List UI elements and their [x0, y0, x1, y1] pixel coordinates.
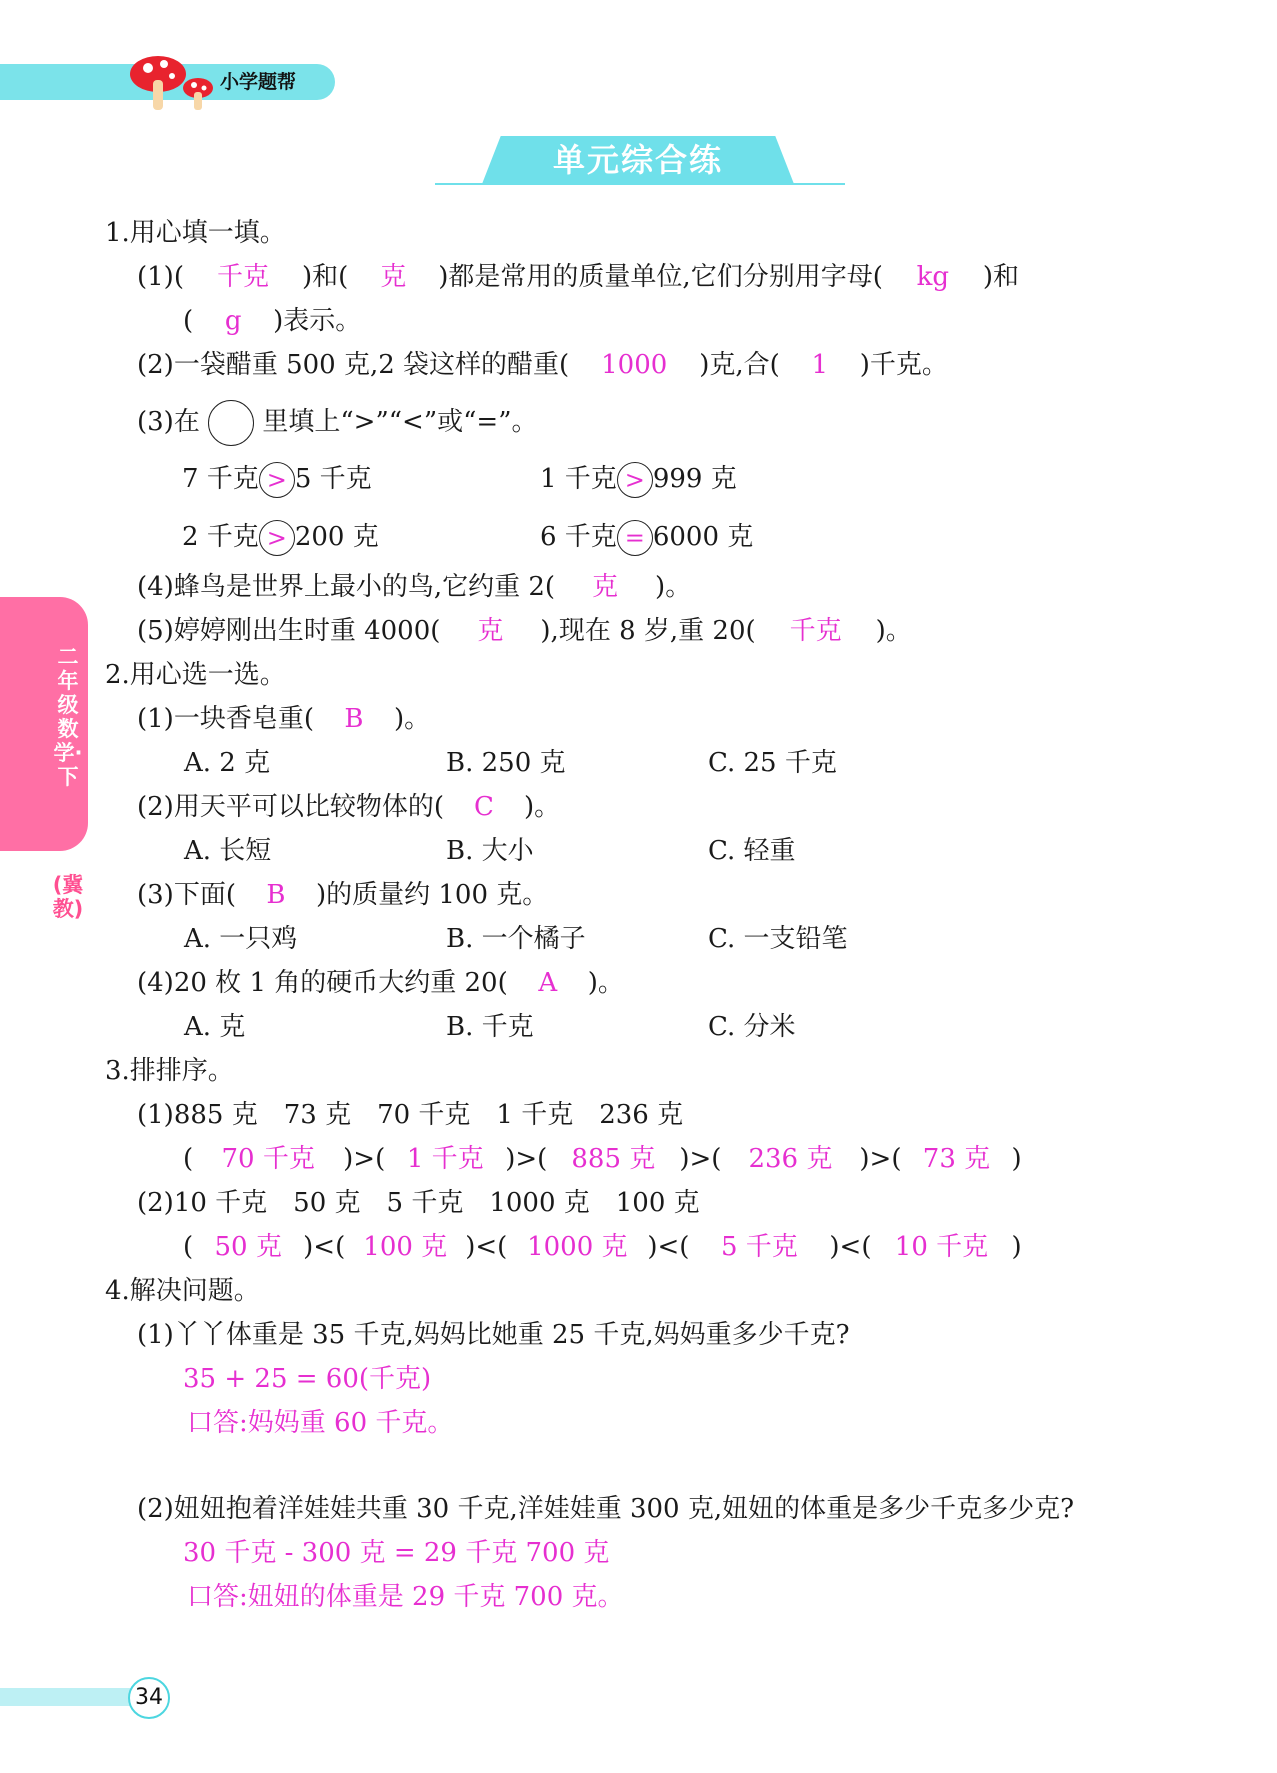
compare-sign: =: [617, 520, 653, 556]
answer-blank: 1000: [601, 350, 668, 380]
answer-blank: 1: [811, 350, 829, 380]
empty-circle: [208, 400, 254, 446]
page-number: 34: [128, 1677, 170, 1719]
option-c: C. 一支铅笔: [708, 924, 848, 954]
option-b: B. 大小: [446, 836, 534, 866]
side-tab-grade: 二年级数学·下: [53, 645, 83, 789]
answer-blank: 1 千克: [406, 1144, 484, 1174]
answer-blank: 克: [380, 262, 407, 292]
option-c: C. 分米: [708, 1012, 796, 1042]
compare-sign: >: [259, 462, 295, 498]
q4-heading: 4.解决问题。: [105, 1276, 260, 1306]
q3-p2-list: (2)10 千克 50 克 5 千克 1000 克 100 克: [137, 1188, 700, 1218]
q1-p1-line1: (1)( 千克 )和( 克 )都是常用的质量单位,它们分别用字母( kg )和: [137, 262, 1019, 292]
q2-item-1-stem: (1)一块香皂重( B )。: [137, 704, 431, 734]
answer-blank: 1000 克: [527, 1232, 628, 1262]
q1-p2: (2)一袋醋重 500 克,2 袋这样的醋重( 1000 )克,合( 1 )千克。: [137, 350, 948, 380]
q3-p1-order: ( 70 千克 )>( 1 千克 )>( 885 克 )>( 236 克 )>( 73 克 ): [183, 1144, 1022, 1174]
compare-sign: >: [617, 462, 653, 498]
answer-blank: 73 克: [922, 1144, 991, 1174]
answer-blank: 885 克: [571, 1144, 656, 1174]
answer-blank: A: [538, 968, 558, 998]
q2-heading: 2.用心选一选。: [105, 660, 286, 690]
q1-p1-line2: ( g )表示。: [183, 306, 362, 336]
option-a: A. 一只鸡: [184, 924, 298, 954]
q4-p2-question: (2)妞妞抱着洋娃娃共重 30 千克,洋娃娃重 300 克,妞妞的体重是多少千克多少克?: [137, 1494, 1075, 1524]
q2-item-2-stem: (2)用天平可以比较物体的( C )。: [137, 792, 561, 822]
option-b: B. 一个橘子: [446, 924, 586, 954]
answer-blank: 100 克: [363, 1232, 448, 1262]
answer-blank: 236 克: [748, 1144, 833, 1174]
answer-blank: B: [266, 880, 286, 910]
q3-heading: 3.排排序。: [105, 1056, 234, 1086]
compare-item: 6 千克 = 6000 克: [540, 520, 753, 556]
answer-blank: 千克: [216, 262, 269, 292]
compare-item: 7 千克 > 5 千克: [182, 462, 372, 498]
compare-item: 2 千克 > 200 克: [182, 520, 379, 556]
answer-blank: kg: [916, 262, 950, 292]
page-title: 单元综合练: [552, 141, 723, 179]
option-c: C. 轻重: [708, 836, 796, 866]
answer-blank: 克: [592, 572, 619, 602]
mushroom-icon: [128, 44, 218, 114]
q4-p2-answer: 口答:妞妞的体重是 29 千克 700 克。: [187, 1582, 624, 1612]
option-a: A. 长短: [184, 836, 272, 866]
option-a: A. 2 克: [184, 748, 271, 778]
option-b: B. 千克: [446, 1012, 534, 1042]
answer-blank: 千克: [789, 616, 842, 646]
q1-p3-stem: (3)在 里填上“>”“<”或“=”。: [137, 400, 537, 446]
q3-p1-list: (1)885 克 73 克 70 千克 1 千克 236 克: [137, 1100, 684, 1130]
compare-sign: >: [259, 520, 295, 556]
option-b: B. 250 克: [446, 748, 566, 778]
q2-item-4-stem: (4)20 枚 1 角的硬币大约重 20( A )。: [137, 968, 624, 998]
q4-p2-work: 30 千克 - 300 克 = 29 千克 700 克: [183, 1538, 610, 1568]
q4-p1-answer: 口答:妈妈重 60 千克。: [187, 1408, 454, 1438]
answer-blank: C: [474, 792, 494, 822]
q3-p2-order: ( 50 克 )<( 100 克 )<( 1000 克 )<( 5 千克 )<( 10 千克 ): [183, 1232, 1022, 1262]
answer-blank: g: [224, 306, 242, 336]
answer-blank: 70 千克: [221, 1144, 315, 1174]
q4-p1-question: (1)丫丫体重是 35 千克,妈妈比她重 25 千克,妈妈重多少千克?: [137, 1320, 850, 1350]
answer-blank: 10 千克: [894, 1232, 989, 1262]
option-c: C. 25 千克: [708, 748, 837, 778]
q1-p4: (4)蜂鸟是世界上最小的鸟,它约重 2( 克 )。: [137, 572, 692, 602]
q4-p1-work: 35 + 25 = 60(千克): [183, 1364, 432, 1394]
brand-name: 小学题帮: [220, 71, 297, 93]
q1-heading: 1.用心填一填。: [105, 218, 286, 248]
answer-blank: B: [344, 704, 364, 734]
compare-item: 1 千克 > 999 克: [540, 462, 737, 498]
footer-bar: [0, 1688, 140, 1706]
answer-blank: 克: [477, 616, 504, 646]
q1-p5: (5)婷婷刚出生时重 4000( 克 ),现在 8 岁,重 20( 千克 )。: [137, 616, 912, 646]
q2-item-3-stem: (3)下面( B )的质量约 100 克。: [137, 880, 549, 910]
answer-blank: 50 克: [214, 1232, 282, 1262]
answer-blank: 5 千克: [720, 1232, 798, 1262]
option-a: A. 克: [184, 1012, 246, 1042]
side-tab-edition: (冀教): [52, 873, 84, 921]
